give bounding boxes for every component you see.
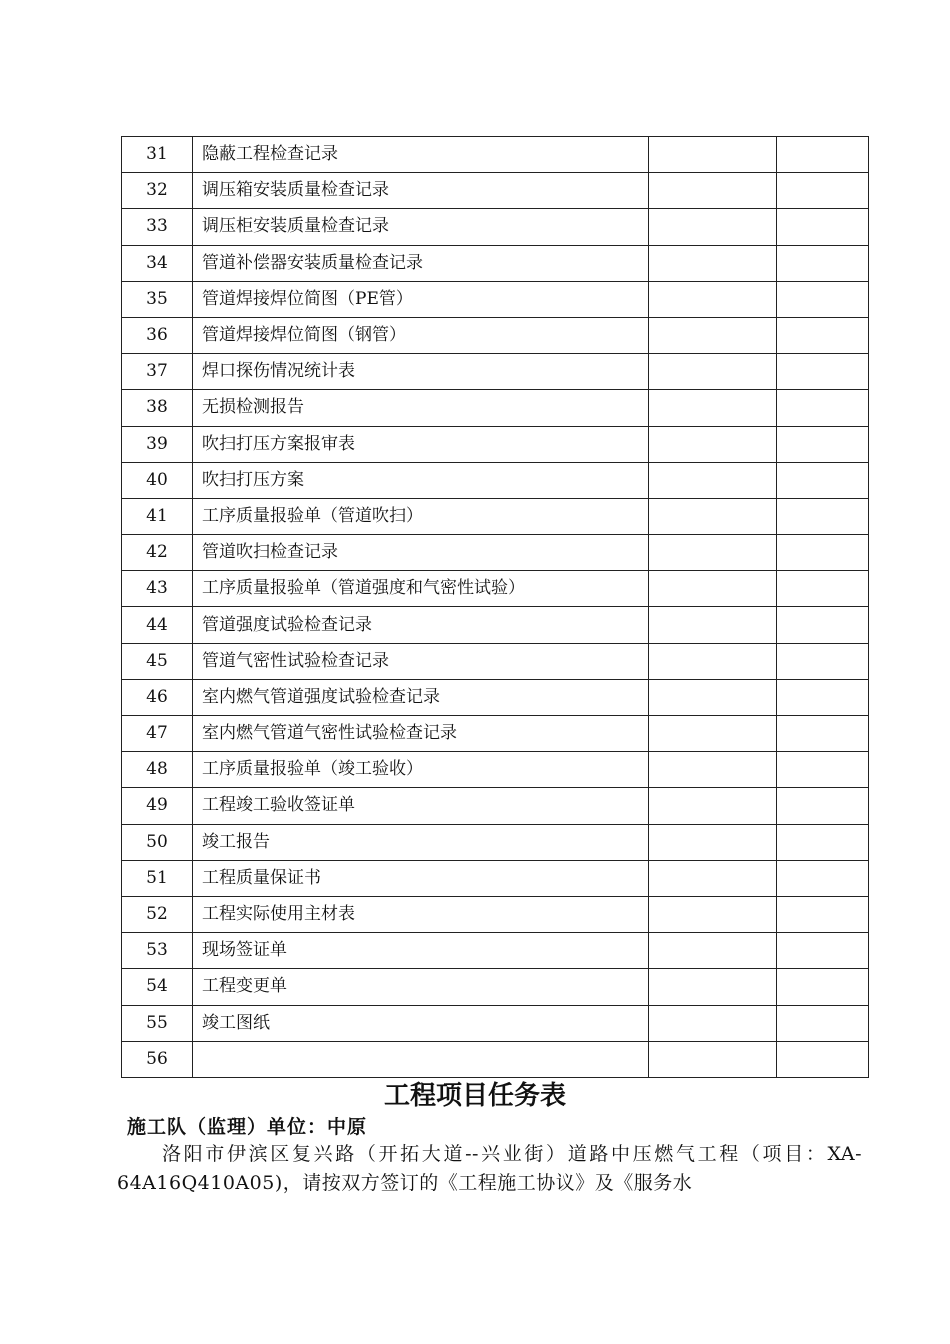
empty-cell [649,173,777,209]
record-name-cell: 管道吹扫检查记录 [193,535,649,571]
empty-cell [649,209,777,245]
empty-cell [649,354,777,390]
table-row [122,209,869,245]
empty-cell [649,933,777,969]
record-name-cell: 工程变更单 [193,969,649,1005]
empty-cell [649,245,777,281]
empty-cell [777,317,869,353]
row-number-cell: 52 [122,896,193,932]
table-row [122,969,869,1005]
row-number-cell: 50 [122,824,193,860]
table-row [122,390,869,426]
table-row [122,245,869,281]
record-name-cell: 工序质量报验单（管道强度和气密性试验） [193,571,649,607]
row-number-cell: 44 [122,607,193,643]
record-name-cell: 隐蔽工程检查记录 [193,137,649,173]
empty-cell [649,643,777,679]
records-table-body [122,137,869,1078]
empty-cell [777,462,869,498]
empty-cell [649,317,777,353]
table-row [122,933,869,969]
record-name-cell: 管道气密性试验检查记录 [193,643,649,679]
record-name-cell: 工程质量保证书 [193,860,649,896]
construction-unit-line: 施工队（监理）单位：中原 [127,1116,368,1138]
document-title: 工程项目任务表 [383,1081,566,1111]
row-number-cell: 56 [122,1041,193,1077]
empty-cell [649,969,777,1005]
row-number-cell: 41 [122,498,193,534]
table-row [122,317,869,353]
empty-cell [649,498,777,534]
empty-cell [777,1041,869,1077]
row-number-cell: 43 [122,571,193,607]
row-number-cell: 55 [122,1005,193,1041]
record-name-cell: 工程竣工验收签证单 [193,788,649,824]
empty-cell [777,860,869,896]
row-number-cell: 47 [122,716,193,752]
empty-cell [649,571,777,607]
empty-cell [777,752,869,788]
table-row [122,679,869,715]
empty-cell [649,281,777,317]
record-name-cell: 竣工报告 [193,824,649,860]
empty-cell [777,643,869,679]
record-name-cell: 室内燃气管道强度试验检查记录 [193,679,649,715]
table-row [122,788,869,824]
record-name-cell: 室内燃气管道气密性试验检查记录 [193,716,649,752]
row-number-cell: 53 [122,933,193,969]
table-row [122,354,869,390]
row-number-cell: 51 [122,860,193,896]
row-number-cell: 31 [122,137,193,173]
empty-cell [777,716,869,752]
empty-cell [777,426,869,462]
row-number-cell: 40 [122,462,193,498]
table-row [122,426,869,462]
table-row [122,1005,869,1041]
empty-cell [777,607,869,643]
table-row [122,716,869,752]
row-number-cell: 36 [122,317,193,353]
table-row [122,752,869,788]
record-name-cell: 无损检测报告 [193,390,649,426]
table-row [122,535,869,571]
empty-cell [777,137,869,173]
empty-cell [777,209,869,245]
empty-cell [777,498,869,534]
empty-cell [777,245,869,281]
empty-cell [649,426,777,462]
table-row [122,571,869,607]
table-row [122,896,869,932]
empty-cell [649,1005,777,1041]
empty-cell [649,824,777,860]
empty-cell [649,137,777,173]
empty-cell [777,173,869,209]
empty-cell [649,607,777,643]
record-name-cell: 吹扫打压方案报审表 [193,426,649,462]
row-number-cell: 37 [122,354,193,390]
records-table [121,136,869,1078]
empty-cell [777,390,869,426]
empty-cell [777,679,869,715]
row-number-cell: 49 [122,788,193,824]
record-name-cell: 焊口探伤情况统计表 [193,354,649,390]
empty-cell [777,281,869,317]
empty-cell [777,896,869,932]
table-row [122,462,869,498]
record-name-cell: 吹扫打压方案 [193,462,649,498]
record-name-cell [193,1041,649,1077]
empty-cell [649,716,777,752]
record-name-cell: 调压箱安装质量检查记录 [193,173,649,209]
table-row [122,137,869,173]
empty-cell [777,535,869,571]
empty-cell [649,788,777,824]
empty-cell [649,679,777,715]
record-name-cell: 工序质量报验单（竣工验收） [193,752,649,788]
empty-cell [649,860,777,896]
row-number-cell: 35 [122,281,193,317]
empty-cell [649,390,777,426]
table-row [122,860,869,896]
empty-cell [649,1041,777,1077]
empty-cell [649,752,777,788]
record-name-cell: 调压柜安装质量检查记录 [193,209,649,245]
row-number-cell: 46 [122,679,193,715]
empty-cell [777,824,869,860]
empty-cell [777,1005,869,1041]
record-name-cell: 管道焊接焊位简图（PE管） [193,281,649,317]
table-row [122,607,869,643]
row-number-cell: 39 [122,426,193,462]
table-row [122,281,869,317]
row-number-cell: 34 [122,245,193,281]
record-name-cell: 管道焊接焊位简图（钢管） [193,317,649,353]
record-name-cell: 管道强度试验检查记录 [193,607,649,643]
row-number-cell: 33 [122,209,193,245]
table-row [122,498,869,534]
record-name-cell: 工序质量报验单（管道吹扫） [193,498,649,534]
row-number-cell: 32 [122,173,193,209]
empty-cell [777,969,869,1005]
record-name-cell: 竣工图纸 [193,1005,649,1041]
table-row [122,643,869,679]
table-row [122,173,869,209]
empty-cell [649,462,777,498]
empty-cell [777,354,869,390]
row-number-cell: 42 [122,535,193,571]
body-paragraph: 洛阳市伊滨区复兴路（开拓大道--兴业街）道路中压燃气工程（项目：XA-64A16Q410A05)，请按双方签订的《工程施工协议》及《服务水 [117,1143,862,1194]
record-name-cell: 现场签证单 [193,933,649,969]
row-number-cell: 54 [122,969,193,1005]
empty-cell [649,535,777,571]
table-row [122,824,869,860]
row-number-cell: 45 [122,643,193,679]
record-name-cell: 管道补偿器安装质量检查记录 [193,245,649,281]
row-number-cell: 48 [122,752,193,788]
record-name-cell: 工程实际使用主材表 [193,896,649,932]
empty-cell [777,933,869,969]
empty-cell [777,788,869,824]
empty-cell [649,896,777,932]
empty-cell [777,571,869,607]
row-number-cell: 38 [122,390,193,426]
table-row [122,1041,869,1077]
